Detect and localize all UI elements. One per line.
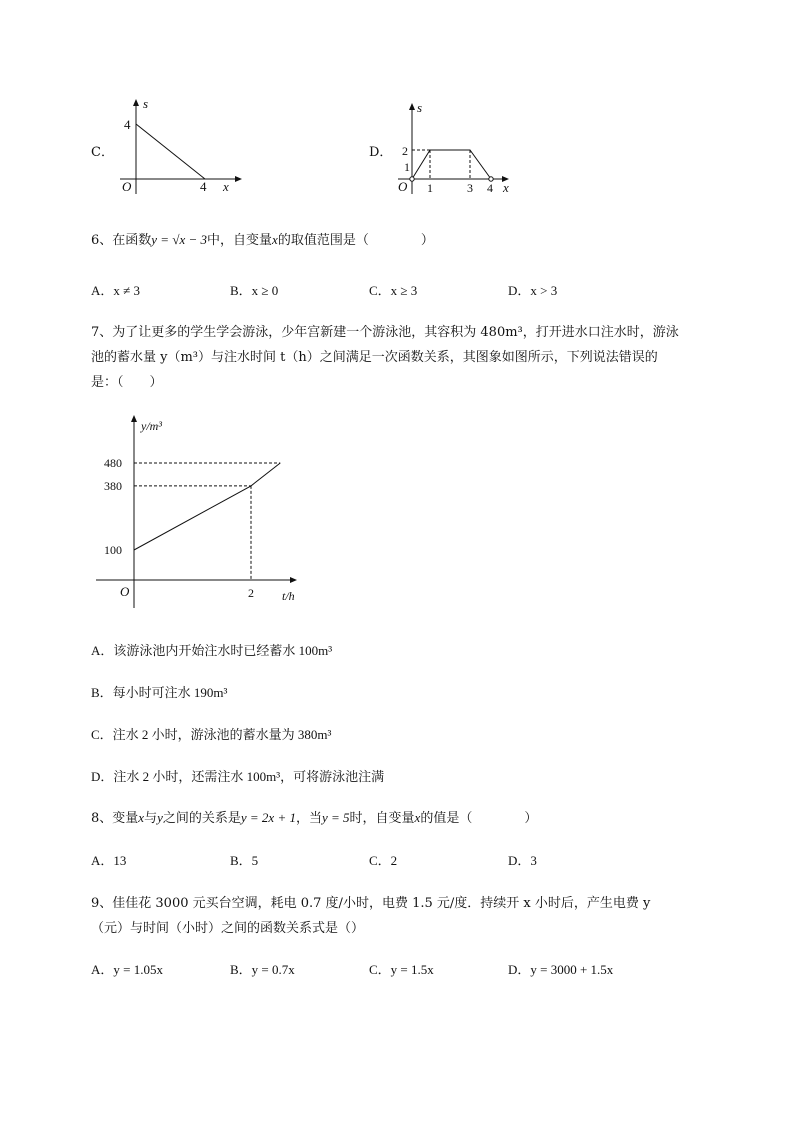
q6-option-a: A．x ≠ 3	[91, 283, 141, 298]
q8-option-a: A．13	[91, 853, 127, 868]
q7-option-d: D．注水 2 小时，还需注水 100m³，可将游泳池注满	[91, 769, 385, 784]
q8-prefix: 8、变量	[91, 811, 139, 826]
q7-line-3: 是：（ ）	[91, 375, 163, 390]
q6-option-b: B．x ≥ 0	[230, 283, 279, 298]
q8-mid1: 与	[144, 811, 158, 826]
q6-option-c: C．x ≥ 3	[369, 283, 418, 298]
question-6	[91, 229, 434, 248]
y-axis-arrow	[409, 103, 415, 110]
q6-prefix: 6、在函数	[91, 233, 152, 248]
origin-label: O	[122, 179, 132, 194]
series-line	[134, 463, 280, 550]
q9-option-c: C．y = 1.5x	[369, 962, 434, 977]
x-tick-4: 4	[487, 181, 493, 195]
q8-suffix: 的值是（ ）	[420, 811, 538, 826]
option-d-label: D．	[369, 145, 393, 160]
graph-line	[412, 150, 491, 179]
q9-option-a: A．y = 1.05x	[91, 962, 163, 977]
x-axis-arrow	[235, 176, 242, 182]
q6-option-d: D．x > 3	[508, 283, 558, 298]
y-tick-2: 2	[402, 144, 408, 158]
x-axis-label: x	[503, 180, 509, 195]
q9-option-d: D．y = 3000 + 1.5x	[508, 962, 614, 977]
q8-option-b: B．5	[230, 853, 259, 868]
y-axis-label: y/m³	[141, 419, 162, 433]
y-axis-arrow	[131, 415, 137, 422]
q7-option-a: A．该游泳池内开始注水时已经蓄水 100m³	[91, 643, 333, 658]
q8-condition: y = 5	[321, 810, 350, 825]
q8-equation: y = 2x + 1	[240, 810, 296, 825]
q8-option-c: C．2	[369, 853, 398, 868]
open-point-origin	[410, 177, 414, 181]
q6-suffix: 的取值范围是（ ）	[277, 233, 434, 248]
origin-label: O	[120, 584, 130, 599]
q8-x: x	[138, 810, 145, 825]
q9-option-b: B．y = 0.7x	[230, 962, 295, 977]
origin-label: O	[398, 179, 408, 194]
q8-y: y	[157, 810, 163, 825]
q6-function: y = √x − 3	[151, 232, 208, 247]
y-tick-4: 4	[124, 117, 131, 132]
option-c-label: C．	[91, 145, 114, 160]
q7-option-c: C．注水 2 小时，游泳池的蓄水量为 380m³	[91, 727, 332, 742]
q8-x2: x	[414, 810, 421, 825]
y-tick-380: 380	[104, 478, 122, 493]
question-8	[91, 807, 537, 826]
graph-line	[136, 124, 205, 179]
q8-mid4: 时，自变量	[349, 811, 415, 826]
x-axis-arrow	[290, 577, 297, 583]
graph-d	[390, 92, 530, 202]
q7-line-1: 7、为了让更多的学生学会游泳，少年宫新建一个游泳池，其容积为 480m³，打开进水口注水时，游泳	[91, 325, 679, 340]
q8-mid2: 之间的关系是	[162, 811, 241, 826]
x-tick-1: 1	[427, 181, 433, 195]
x-tick-3: 3	[467, 181, 473, 195]
q7-option-b: B．每小时可注水 190m³	[91, 685, 228, 700]
q9-line-1: 9、佳佳花 3000 元买台空调，耗电 0.7 度/小时，电费 1.5 元/度．持续开 x 小时后，产生电费 y	[91, 896, 651, 911]
x-tick-4: 4	[200, 179, 207, 194]
x-tick-2: 2	[248, 586, 254, 600]
y-axis-label: s	[417, 100, 423, 115]
q7-chart	[90, 408, 320, 608]
q8-option-d: D．3	[508, 853, 537, 868]
y-tick-480: 480	[104, 456, 122, 470]
q9-line-2: （元）与时间（小时）之间的函数关系式是（）	[91, 921, 365, 936]
y-tick-1: 1	[404, 160, 410, 174]
y-tick-100: 100	[104, 543, 122, 557]
q8-mid3: ，当	[295, 811, 322, 826]
x-axis-label: t/h	[282, 589, 295, 603]
y-axis-arrow	[133, 99, 139, 106]
q7-line-2: 池的蓄水量 y（m³）与注水时间 t（h）之间满足一次函数关系，其图象如图所示，下列说法错误的	[91, 350, 658, 365]
graph-c	[110, 92, 250, 202]
q6-mid: 中，自变量	[207, 233, 273, 248]
q6-var: x	[272, 232, 278, 247]
x-axis-label: x	[223, 179, 229, 194]
y-axis-label: s	[143, 96, 149, 111]
